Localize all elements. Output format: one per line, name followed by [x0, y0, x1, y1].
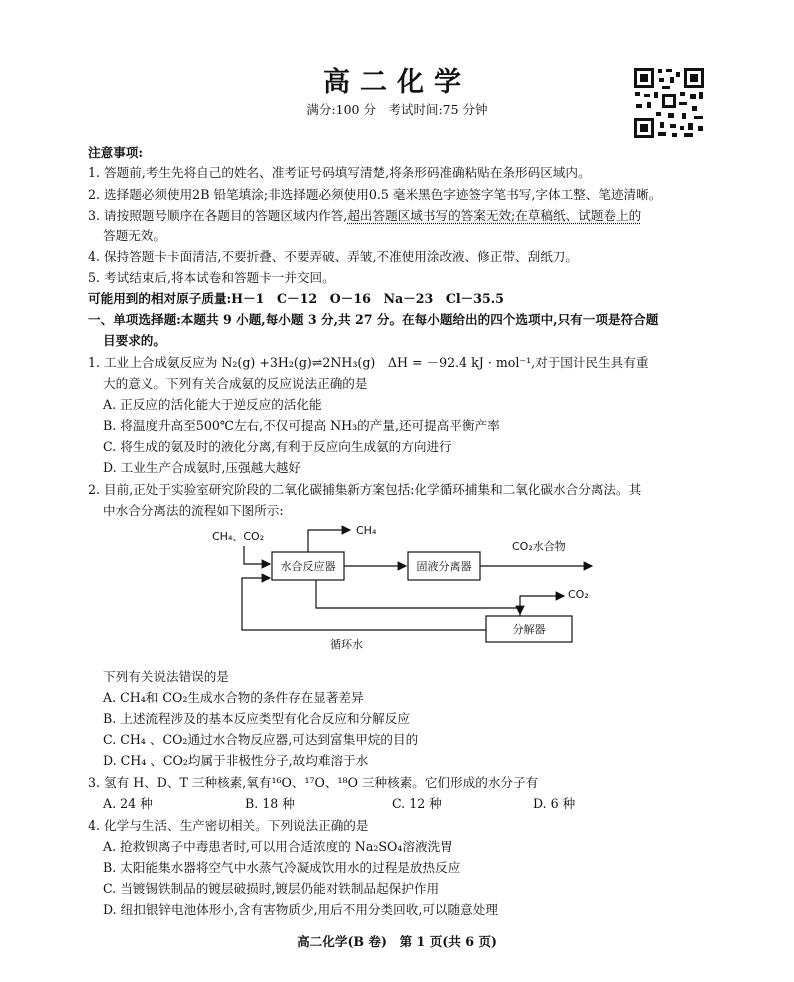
- option-a: A. 抢救钡离子中毒患者时,可以用合适浓度的 Na₂SO₄溶液洗胃: [103, 839, 453, 854]
- notice-item: 1. 答题前,考生先将自己的姓名、准考证号码填写清楚,将条形码准确粘贴在条形码区域内。: [88, 165, 591, 180]
- qr-code-icon: [632, 66, 706, 140]
- option-c: C. 当镀锡铁制品的镀层破损时,镀层仍能对铁制品起保护作用: [103, 881, 440, 896]
- recycle-arrow: [242, 578, 486, 630]
- reactor-label: 水合反应器: [280, 560, 336, 573]
- notice-item-3-emphasis: 超出答题区域书写的答案无效;在草稿纸、试题卷上的: [347, 208, 642, 223]
- notice-item-3-cont: 答题无效。: [103, 228, 166, 243]
- option-c: C. 12 种: [392, 796, 442, 811]
- hydrate-label: CO₂水合物: [512, 540, 566, 553]
- input-arrow: [244, 546, 270, 564]
- notice-item: 5. 考试结束后,将本试卷和答题卡一并交回。: [88, 270, 335, 285]
- option-d: D. 纽扣银锌电池体形小,含有害物质少,用后不用分类回收,可以随意处理: [103, 902, 498, 917]
- atomic-masses: 可能用到的相对原子质量:H－1 C－12 O－16 Na－23 Cl－35.5: [88, 291, 504, 306]
- notice-item: 2. 选择题必须使用2B 铅笔填涂;非选择题必须使用0.5 毫米黑色字迹签字笔书写,字体工整、笔迹清晰。: [88, 187, 662, 202]
- option-c: C. 将生成的氨及时的液化分离,有利于反应向生成氨的方向进行: [103, 439, 452, 454]
- option-d: D. CH₄ 、CO₂均属于非极性分子,故均难溶于水: [103, 753, 369, 768]
- input-label: CH₄、CO₂: [212, 530, 265, 543]
- page-title: 高二化学: [323, 67, 471, 98]
- option-a: A. CH₄和 CO₂生成水合物的条件存在显著差异: [103, 690, 364, 705]
- decomposer-label: 分解器: [512, 623, 546, 636]
- co2-label: CO₂: [568, 588, 589, 601]
- option-b: B. 太阳能集水器将空气中水蒸气冷凝成饮用水的过程是放热反应: [103, 860, 461, 875]
- exam-meta: 满分:100 分 考试时间:75 分钟: [306, 102, 488, 117]
- notice-item-3: [88, 207, 641, 225]
- ch4-label: CH₄: [356, 524, 377, 537]
- option-d: D. 6 种: [533, 796, 576, 811]
- question-3-stem: 3. 氢有 H、D、T 三种核素,氧有¹⁶O、¹⁷O、¹⁸O 三种核素。它们形成的水分子有: [88, 775, 539, 790]
- recycle-label: 循环水: [330, 638, 363, 651]
- notice-heading: 注意事项:: [88, 145, 144, 160]
- section-heading-cont: 目要求的。: [103, 333, 166, 348]
- question-1-stem: 1. 工业上合成氨反应为 N₂(g) +3H₂(g)⇌2NH₃(g) ΔH = －92.4 kJ · mol⁻¹,对于国计民生具有重: [88, 355, 649, 370]
- flow-diagram: [200, 520, 610, 660]
- notice-item: 4. 保持答题卡卡面清洁,不要折叠、不要弄破、弄皱,不准使用涂改液、修正带、刮纸刀。: [88, 249, 578, 264]
- option-b: B. 将温度升高至500℃左右,不仅可提高 NH₃的产量,还可提高平衡产率: [103, 418, 500, 433]
- option-d: D. 工业生产合成氨时,压强越大越好: [103, 460, 301, 475]
- option-a: A. 正反应的活化能大于逆反应的活化能: [103, 397, 322, 412]
- option-c: C. CH₄ 、CO₂通过水合物反应器,可达到富集甲烷的目的: [103, 732, 419, 747]
- co2-arrow: [520, 596, 564, 616]
- section-heading: 一、单项选择题:本题共 9 小题,每小题 3 分,共 27 分。在每小题给出的四个选项中,只有一项是符合题: [88, 312, 659, 327]
- option-a: A. 24 种: [103, 796, 153, 811]
- question-4-stem: 4. 化学与生活、生产密切相关。下列说法正确的是: [88, 818, 369, 833]
- option-b: B. 18 种: [245, 796, 295, 811]
- question-2-stem: 2. 目前,正处于实验室研究阶段的二氧化碳捕集新方案包括:化学循环捕集和二氧化碳水合分离法。其: [88, 482, 642, 497]
- question-2-prompt: 下列有关说法错误的是: [103, 669, 229, 684]
- notice-item-3-text: 3. 请按照题号顺序在各题目的答题区域内作答,: [88, 208, 348, 223]
- page-footer: 高二化学(B 卷) 第 1 页(共 6 页): [297, 934, 497, 949]
- ch4-arrow: [308, 530, 350, 552]
- question-2-stem-cont: 中水合分离法的流程如下图所示:: [103, 503, 284, 518]
- to-decomposer-arrow: [316, 580, 520, 614]
- option-b: B. 上述流程涉及的基本反应类型有化合反应和分解反应: [103, 711, 410, 726]
- separator-label: 固液分离器: [416, 560, 472, 573]
- question-1-stem-cont: 大的意义。下列有关合成氨的反应说法正确的是: [103, 376, 368, 391]
